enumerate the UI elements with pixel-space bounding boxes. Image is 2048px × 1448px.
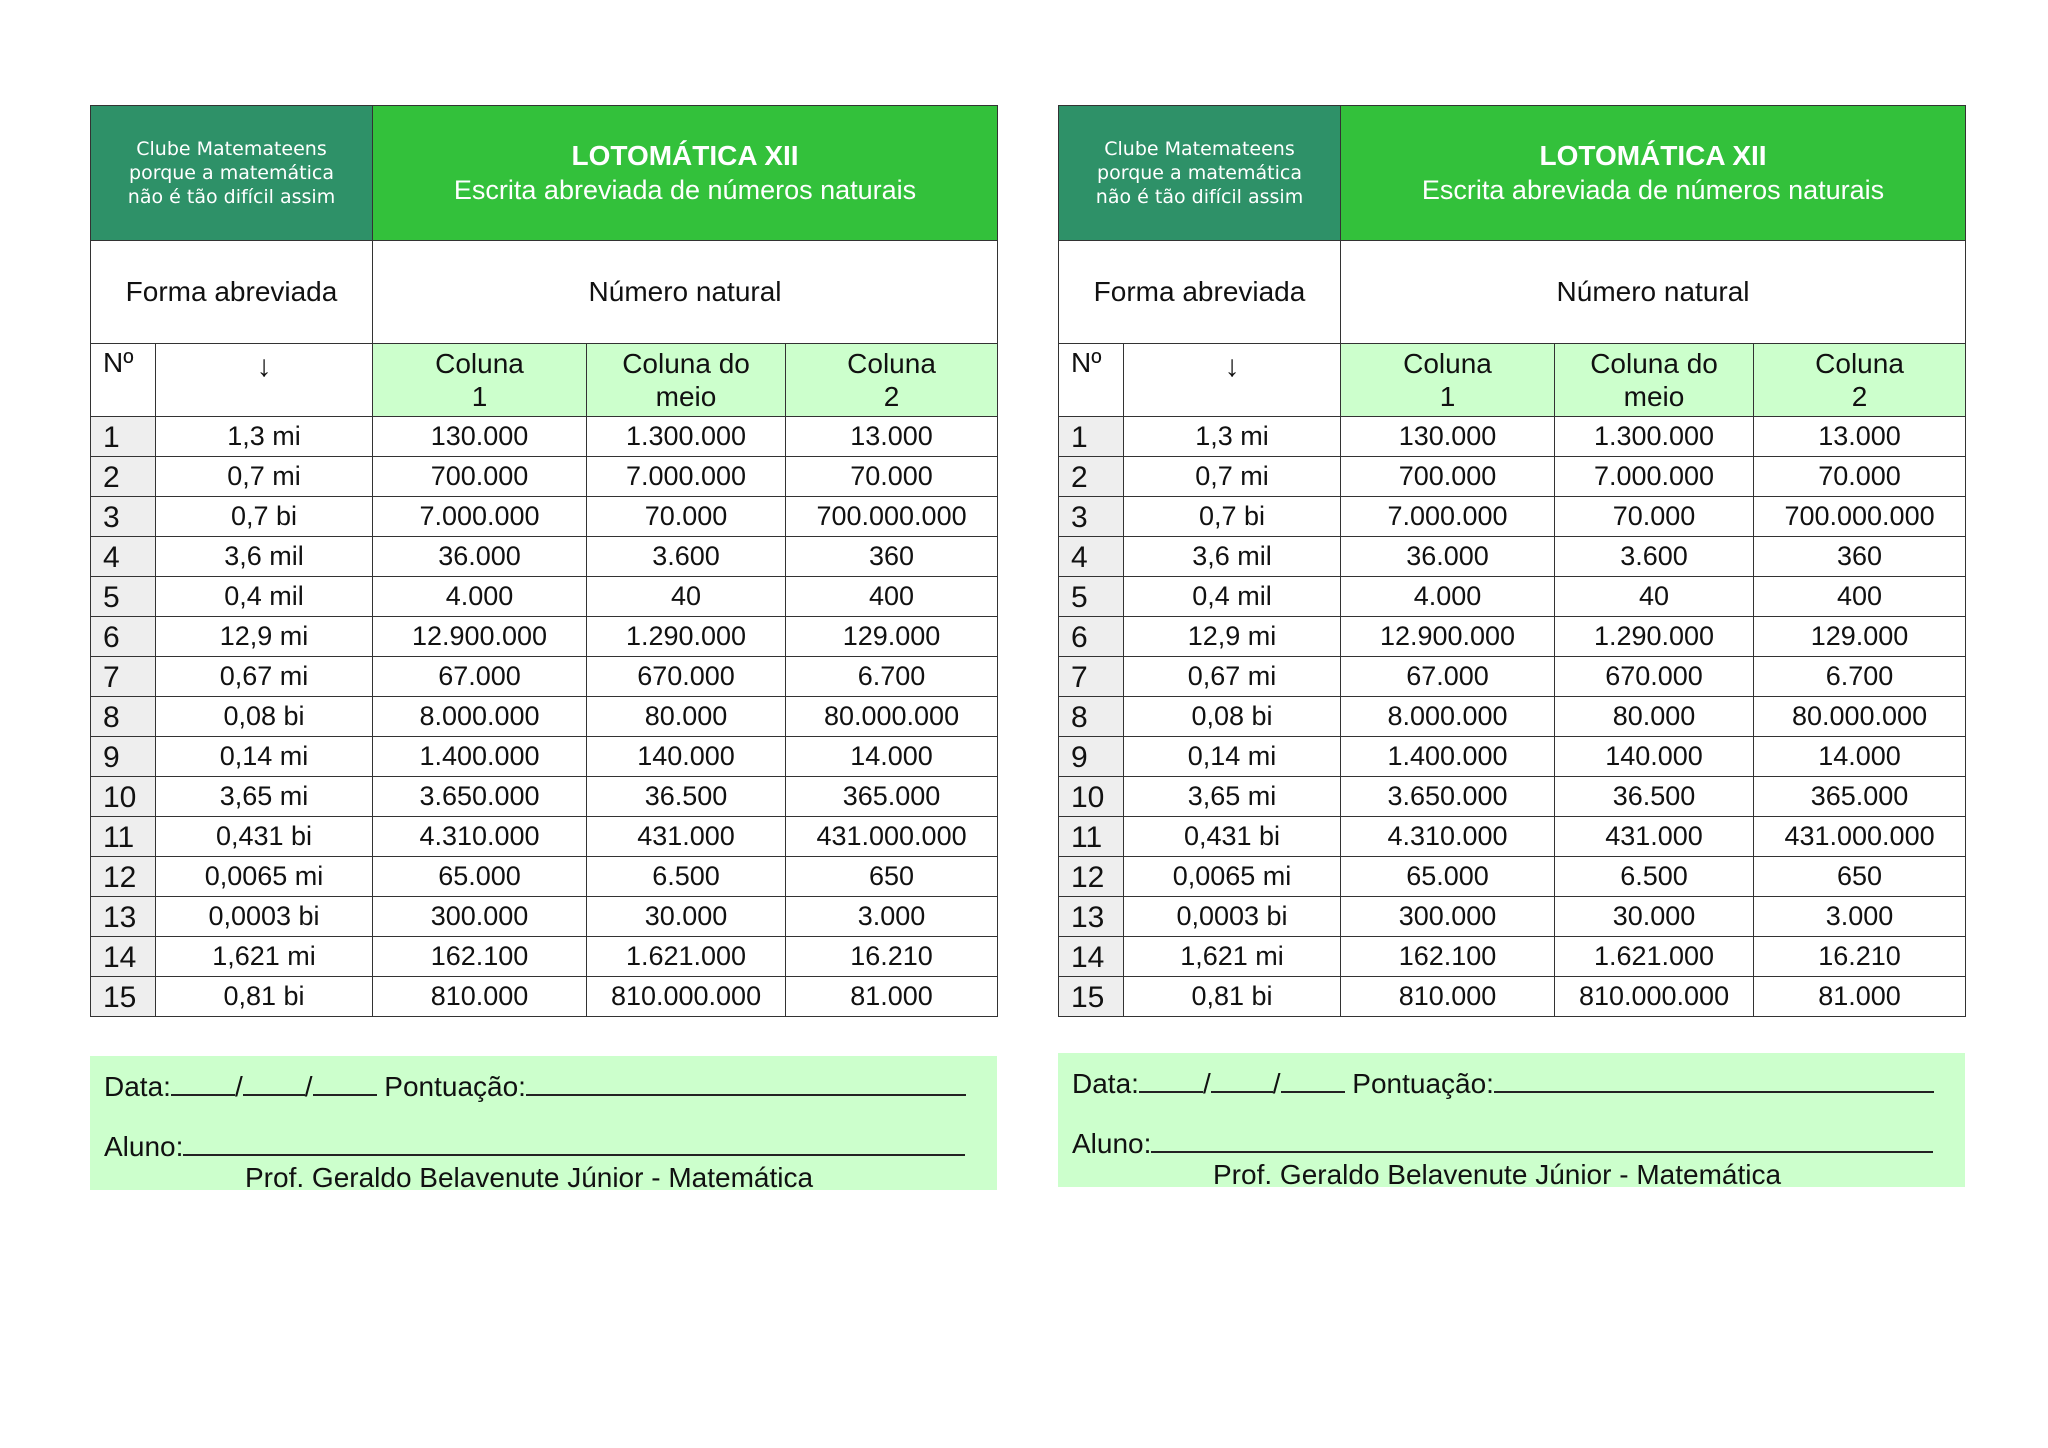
title: LOTOMÁTICA XII bbox=[1539, 140, 1767, 171]
row-number: 7 bbox=[1059, 657, 1124, 697]
row-number: 11 bbox=[1059, 817, 1124, 857]
table-row bbox=[1059, 977, 1966, 1017]
coluna-meio-cell[interactable]: 36.500 bbox=[1555, 777, 1754, 817]
date-slash: / bbox=[304, 1071, 313, 1102]
table-row bbox=[1059, 577, 1966, 617]
coluna-meio-cell[interactable]: 30.000 bbox=[587, 897, 786, 937]
coluna-1-label: Coluna bbox=[435, 348, 524, 379]
coluna-meio-cell[interactable]: 80.000 bbox=[1555, 697, 1754, 737]
row-number: 6 bbox=[91, 617, 156, 657]
row-number: 1 bbox=[1059, 417, 1124, 457]
forma-abreviada-cell: 0,4 mil bbox=[156, 577, 373, 617]
coluna-1-cell[interactable]: 1.400.000 bbox=[1341, 737, 1555, 777]
coluna-meio-cell[interactable]: 810.000.000 bbox=[587, 977, 786, 1017]
aluno-blank[interactable] bbox=[1151, 1123, 1933, 1153]
coluna-2-number: 2 bbox=[1851, 381, 1868, 412]
coluna-2-cell[interactable]: 13.000 bbox=[786, 417, 998, 457]
coluna-1-cell[interactable]: 65.000 bbox=[1341, 857, 1555, 897]
forma-abreviada-cell: 0,4 mil bbox=[1124, 577, 1341, 617]
aluno-line bbox=[1072, 1123, 1933, 1160]
coluna-1-cell[interactable]: 67.000 bbox=[1341, 657, 1555, 697]
club-line-1: Clube Matemateens bbox=[136, 138, 327, 160]
table-row bbox=[1059, 497, 1966, 537]
table-row bbox=[1059, 737, 1966, 777]
arrow-down-icon: ↓ bbox=[1124, 344, 1341, 417]
coluna-2-cell[interactable]: 13.000 bbox=[1754, 417, 1966, 457]
coluna-1-header bbox=[1341, 344, 1555, 417]
data-pontuacao-line bbox=[104, 1066, 966, 1103]
coluna-1-cell[interactable]: 4.000 bbox=[373, 577, 587, 617]
row-number: 4 bbox=[91, 537, 156, 577]
data-pontuacao-line bbox=[1072, 1063, 1934, 1100]
coluna-1-number: 1 bbox=[1439, 381, 1456, 412]
coluna-2-header bbox=[786, 344, 998, 417]
number-header: Nº bbox=[91, 344, 156, 417]
coluna-meio-cell[interactable]: 3.600 bbox=[587, 537, 786, 577]
table-row bbox=[1059, 777, 1966, 817]
forma-abreviada-cell: 0,7 bi bbox=[1124, 497, 1341, 537]
row-number: 3 bbox=[91, 497, 156, 537]
coluna-2-cell[interactable]: 360 bbox=[1754, 537, 1966, 577]
coluna-2-cell[interactable]: 400 bbox=[786, 577, 998, 617]
forma-abreviada-cell: 0,7 mi bbox=[156, 457, 373, 497]
row-number: 8 bbox=[91, 697, 156, 737]
row-number: 10 bbox=[1059, 777, 1124, 817]
coluna-meio-cell[interactable]: 431.000 bbox=[1555, 817, 1754, 857]
row-number: 6 bbox=[1059, 617, 1124, 657]
table-row bbox=[91, 937, 998, 977]
coluna-2-cell[interactable]: 650 bbox=[786, 857, 998, 897]
coluna-2-cell[interactable]: 431.000.000 bbox=[1754, 817, 1966, 857]
club-line-1: Clube Matemateens bbox=[1104, 138, 1295, 160]
table-row bbox=[1059, 457, 1966, 497]
coluna-meio-cell[interactable]: 40 bbox=[587, 577, 786, 617]
table-row bbox=[91, 977, 998, 1017]
coluna-1-cell[interactable]: 36.000 bbox=[373, 537, 587, 577]
row-number: 15 bbox=[1059, 977, 1124, 1017]
day-blank[interactable] bbox=[1139, 1063, 1203, 1093]
aluno-label: Aluno: bbox=[1072, 1128, 1152, 1159]
arrow-down-icon: ↓ bbox=[156, 344, 373, 417]
card-left bbox=[90, 105, 997, 1017]
row-number: 13 bbox=[91, 897, 156, 937]
row-number: 13 bbox=[1059, 897, 1124, 937]
forma-abreviada-cell: 12,9 mi bbox=[156, 617, 373, 657]
numero-natural-header: Número natural bbox=[1341, 241, 1966, 344]
row-number: 3 bbox=[1059, 497, 1124, 537]
professor-credit: Prof. Geraldo Belavenute Júnior - Matemática bbox=[245, 1162, 814, 1193]
coluna-meio-cell[interactable]: 70.000 bbox=[1555, 497, 1754, 537]
forma-abreviada-cell: 3,6 mil bbox=[1124, 537, 1341, 577]
forma-abreviada-cell: 12,9 mi bbox=[1124, 617, 1341, 657]
aluno-blank[interactable] bbox=[183, 1126, 965, 1156]
month-blank[interactable] bbox=[243, 1066, 305, 1096]
table-row bbox=[1059, 817, 1966, 857]
coluna-meio-label: Coluna do bbox=[1590, 348, 1718, 379]
coluna-meio-cell[interactable]: 6.500 bbox=[1555, 857, 1754, 897]
coluna-meio-cell[interactable]: 670.000 bbox=[587, 657, 786, 697]
month-blank[interactable] bbox=[1211, 1063, 1273, 1093]
date-slash: / bbox=[234, 1071, 243, 1102]
coluna-meio-cell[interactable]: 810.000.000 bbox=[1555, 977, 1754, 1017]
coluna-2-cell[interactable]: 129.000 bbox=[786, 617, 998, 657]
forma-abreviada-cell: 0,81 bi bbox=[1124, 977, 1341, 1017]
table-row bbox=[1059, 537, 1966, 577]
club-header bbox=[1059, 106, 1341, 241]
card-right bbox=[1058, 105, 1965, 1017]
row-number: 9 bbox=[1059, 737, 1124, 777]
forma-abreviada-cell: 0,81 bi bbox=[156, 977, 373, 1017]
coluna-1-cell[interactable]: 3.650.000 bbox=[373, 777, 587, 817]
forma-abreviada-cell: 0,14 mi bbox=[156, 737, 373, 777]
coluna-1-cell[interactable]: 300.000 bbox=[373, 897, 587, 937]
coluna-1-cell[interactable]: 300.000 bbox=[1341, 897, 1555, 937]
row-number: 12 bbox=[1059, 857, 1124, 897]
coluna-meio-cell[interactable]: 140.000 bbox=[587, 737, 786, 777]
data-label: Data: bbox=[1072, 1068, 1139, 1099]
coluna-meio-cell[interactable]: 7.000.000 bbox=[587, 457, 786, 497]
table-row bbox=[91, 617, 998, 657]
coluna-meio-cell[interactable]: 1.621.000 bbox=[1555, 937, 1754, 977]
coluna-2-cell[interactable]: 80.000.000 bbox=[1754, 697, 1966, 737]
forma-abreviada-cell: 0,0003 bi bbox=[156, 897, 373, 937]
coluna-meio-cell[interactable]: 80.000 bbox=[587, 697, 786, 737]
coluna-1-label: Coluna bbox=[1403, 348, 1492, 379]
forma-abreviada-cell: 1,621 mi bbox=[1124, 937, 1341, 977]
table-row bbox=[1059, 857, 1966, 897]
table-row bbox=[1059, 617, 1966, 657]
coluna-meio-cell[interactable]: 30.000 bbox=[1555, 897, 1754, 937]
row-number: 15 bbox=[91, 977, 156, 1017]
coluna-2-label: Coluna bbox=[847, 348, 936, 379]
day-blank[interactable] bbox=[171, 1066, 235, 1096]
forma-abreviada-cell: 3,65 mi bbox=[156, 777, 373, 817]
number-header: Nº bbox=[1059, 344, 1124, 417]
coluna-2-cell[interactable]: 14.000 bbox=[786, 737, 998, 777]
coluna-2-header bbox=[1754, 344, 1966, 417]
forma-abreviada-cell: 0,431 bi bbox=[1124, 817, 1341, 857]
row-number: 9 bbox=[91, 737, 156, 777]
row-number: 11 bbox=[91, 817, 156, 857]
lotomatica-table bbox=[90, 105, 998, 1017]
coluna-1-number: 1 bbox=[471, 381, 488, 412]
coluna-1-cell[interactable]: 1.400.000 bbox=[373, 737, 587, 777]
forma-abreviada-cell: 0,08 bi bbox=[156, 697, 373, 737]
table-row bbox=[91, 697, 998, 737]
row-number: 5 bbox=[1059, 577, 1124, 617]
numero-natural-header: Número natural bbox=[373, 241, 998, 344]
coluna-meio-header bbox=[587, 344, 786, 417]
forma-abreviada-header: Forma abreviada bbox=[1059, 241, 1341, 344]
title: LOTOMÁTICA XII bbox=[571, 140, 799, 171]
coluna-1-cell[interactable]: 36.000 bbox=[1341, 537, 1555, 577]
table-row bbox=[1059, 417, 1966, 457]
coluna-2-cell[interactable]: 16.210 bbox=[1754, 937, 1966, 977]
row-number: 12 bbox=[91, 857, 156, 897]
coluna-meio-word: meio bbox=[1623, 381, 1685, 412]
aluno-line bbox=[104, 1126, 965, 1163]
forma-abreviada-cell: 1,3 mi bbox=[1124, 417, 1341, 457]
title-header bbox=[373, 106, 998, 241]
coluna-1-cell[interactable]: 8.000.000 bbox=[1341, 697, 1555, 737]
table-row bbox=[91, 897, 998, 937]
row-number: 1 bbox=[91, 417, 156, 457]
coluna-meio-cell[interactable]: 1.290.000 bbox=[587, 617, 786, 657]
coluna-meio-cell[interactable]: 1.300.000 bbox=[1555, 417, 1754, 457]
forma-abreviada-cell: 0,7 mi bbox=[1124, 457, 1341, 497]
table-row bbox=[1059, 697, 1966, 737]
coluna-1-cell[interactable]: 810.000 bbox=[1341, 977, 1555, 1017]
year-blank[interactable] bbox=[1281, 1063, 1345, 1093]
coluna-2-cell[interactable]: 431.000.000 bbox=[786, 817, 998, 857]
forma-abreviada-cell: 1,3 mi bbox=[156, 417, 373, 457]
club-line-3: não é tão difícil assim bbox=[127, 186, 336, 208]
forma-abreviada-cell: 0,14 mi bbox=[1124, 737, 1341, 777]
coluna-2-cell[interactable]: 700.000.000 bbox=[786, 497, 998, 537]
coluna-1-header bbox=[373, 344, 587, 417]
coluna-1-cell[interactable]: 65.000 bbox=[373, 857, 587, 897]
forma-abreviada-cell: 1,621 mi bbox=[156, 937, 373, 977]
coluna-2-label: Coluna bbox=[1815, 348, 1904, 379]
coluna-2-cell[interactable]: 80.000.000 bbox=[786, 697, 998, 737]
coluna-2-cell[interactable]: 129.000 bbox=[1754, 617, 1966, 657]
coluna-meio-cell[interactable]: 1.300.000 bbox=[587, 417, 786, 457]
coluna-1-cell[interactable]: 12.900.000 bbox=[373, 617, 587, 657]
coluna-1-cell[interactable]: 3.650.000 bbox=[1341, 777, 1555, 817]
row-number: 10 bbox=[91, 777, 156, 817]
row-number: 7 bbox=[91, 657, 156, 697]
table-row bbox=[91, 777, 998, 817]
coluna-1-cell[interactable]: 7.000.000 bbox=[1341, 497, 1555, 537]
coluna-meio-cell[interactable]: 1.621.000 bbox=[587, 937, 786, 977]
coluna-1-cell[interactable]: 130.000 bbox=[1341, 417, 1555, 457]
subtitle: Escrita abreviada de números naturais bbox=[453, 175, 917, 205]
subtitle: Escrita abreviada de números naturais bbox=[1421, 175, 1885, 205]
pontuacao-label: Pontuação: bbox=[384, 1071, 526, 1102]
footer-left bbox=[90, 1056, 997, 1193]
forma-abreviada-cell: 0,0065 mi bbox=[156, 857, 373, 897]
table-row bbox=[91, 537, 998, 577]
coluna-meio-word: meio bbox=[655, 381, 717, 412]
table-row bbox=[91, 497, 998, 537]
coluna-2-cell[interactable]: 81.000 bbox=[786, 977, 998, 1017]
coluna-meio-cell[interactable]: 40 bbox=[1555, 577, 1754, 617]
coluna-2-cell[interactable]: 14.000 bbox=[1754, 737, 1966, 777]
coluna-1-cell[interactable]: 810.000 bbox=[373, 977, 587, 1017]
row-number: 2 bbox=[91, 457, 156, 497]
coluna-2-cell[interactable]: 365.000 bbox=[1754, 777, 1966, 817]
coluna-2-cell[interactable]: 70.000 bbox=[1754, 457, 1966, 497]
coluna-2-cell[interactable]: 70.000 bbox=[786, 457, 998, 497]
table-row bbox=[91, 417, 998, 457]
coluna-1-cell[interactable]: 4.000 bbox=[1341, 577, 1555, 617]
coluna-meio-label: Coluna do bbox=[622, 348, 750, 379]
coluna-2-cell[interactable]: 81.000 bbox=[1754, 977, 1966, 1017]
coluna-1-cell[interactable]: 130.000 bbox=[373, 417, 587, 457]
row-number: 2 bbox=[1059, 457, 1124, 497]
forma-abreviada-cell: 0,0003 bi bbox=[1124, 897, 1341, 937]
coluna-2-number: 2 bbox=[883, 381, 900, 412]
data-label: Data: bbox=[104, 1071, 171, 1102]
row-number: 14 bbox=[1059, 937, 1124, 977]
coluna-meio-cell[interactable]: 6.500 bbox=[587, 857, 786, 897]
row-number: 14 bbox=[91, 937, 156, 977]
coluna-2-cell[interactable]: 6.700 bbox=[1754, 657, 1966, 697]
table-row bbox=[91, 657, 998, 697]
table-row bbox=[1059, 897, 1966, 937]
coluna-1-cell[interactable]: 700.000 bbox=[373, 457, 587, 497]
pontuacao-blank[interactable] bbox=[526, 1066, 966, 1096]
row-number: 8 bbox=[1059, 697, 1124, 737]
coluna-2-cell[interactable]: 650 bbox=[1754, 857, 1966, 897]
coluna-1-cell[interactable]: 700.000 bbox=[1341, 457, 1555, 497]
coluna-2-cell[interactable]: 365.000 bbox=[786, 777, 998, 817]
coluna-meio-cell[interactable]: 7.000.000 bbox=[1555, 457, 1754, 497]
pontuacao-label: Pontuação: bbox=[1352, 1068, 1494, 1099]
forma-abreviada-header: Forma abreviada bbox=[91, 241, 373, 344]
coluna-1-cell[interactable]: 162.100 bbox=[1341, 937, 1555, 977]
coluna-1-cell[interactable]: 4.310.000 bbox=[1341, 817, 1555, 857]
date-slash: / bbox=[1202, 1068, 1211, 1099]
coluna-meio-header bbox=[1555, 344, 1754, 417]
row-number: 5 bbox=[91, 577, 156, 617]
aluno-label: Aluno: bbox=[104, 1131, 184, 1162]
coluna-1-cell[interactable]: 4.310.000 bbox=[373, 817, 587, 857]
club-line-2: porque a matemática bbox=[1097, 162, 1302, 184]
forma-abreviada-cell: 3,65 mi bbox=[1124, 777, 1341, 817]
coluna-1-cell[interactable]: 162.100 bbox=[373, 937, 587, 977]
forma-abreviada-cell: 0,431 bi bbox=[156, 817, 373, 857]
coluna-meio-cell[interactable]: 140.000 bbox=[1555, 737, 1754, 777]
coluna-meio-cell[interactable]: 3.600 bbox=[1555, 537, 1754, 577]
table-row bbox=[91, 817, 998, 857]
coluna-meio-cell[interactable]: 431.000 bbox=[587, 817, 786, 857]
row-number: 4 bbox=[1059, 537, 1124, 577]
club-line-2: porque a matemática bbox=[129, 162, 334, 184]
forma-abreviada-cell: 0,7 bi bbox=[156, 497, 373, 537]
coluna-meio-cell[interactable]: 70.000 bbox=[587, 497, 786, 537]
coluna-2-cell[interactable]: 360 bbox=[786, 537, 998, 577]
forma-abreviada-cell: 3,6 mil bbox=[156, 537, 373, 577]
footer-right bbox=[1058, 1053, 1965, 1190]
coluna-2-cell[interactable]: 16.210 bbox=[786, 937, 998, 977]
lotomatica-table bbox=[1058, 105, 1966, 1017]
club-line-3: não é tão difícil assim bbox=[1095, 186, 1304, 208]
forma-abreviada-cell: 0,08 bi bbox=[1124, 697, 1341, 737]
coluna-1-cell[interactable]: 8.000.000 bbox=[373, 697, 587, 737]
coluna-meio-cell[interactable]: 1.290.000 bbox=[1555, 617, 1754, 657]
coluna-2-cell[interactable]: 6.700 bbox=[786, 657, 998, 697]
coluna-meio-cell[interactable]: 670.000 bbox=[1555, 657, 1754, 697]
coluna-2-cell[interactable]: 3.000 bbox=[786, 897, 998, 937]
coluna-1-cell[interactable]: 12.900.000 bbox=[1341, 617, 1555, 657]
professor-credit: Prof. Geraldo Belavenute Júnior - Matemática bbox=[1213, 1159, 1782, 1190]
date-slash: / bbox=[1272, 1068, 1281, 1099]
table-row bbox=[91, 737, 998, 777]
coluna-2-cell[interactable]: 400 bbox=[1754, 577, 1966, 617]
title-header bbox=[1341, 106, 1966, 241]
table-row bbox=[91, 457, 998, 497]
club-header bbox=[91, 106, 373, 241]
coluna-2-cell[interactable]: 700.000.000 bbox=[1754, 497, 1966, 537]
table-row bbox=[1059, 657, 1966, 697]
table-row bbox=[91, 857, 998, 897]
pontuacao-blank[interactable] bbox=[1494, 1063, 1934, 1093]
coluna-meio-cell[interactable]: 36.500 bbox=[587, 777, 786, 817]
forma-abreviada-cell: 0,0065 mi bbox=[1124, 857, 1341, 897]
coluna-1-cell[interactable]: 7.000.000 bbox=[373, 497, 587, 537]
forma-abreviada-cell: 0,67 mi bbox=[156, 657, 373, 697]
table-row bbox=[91, 577, 998, 617]
coluna-1-cell[interactable]: 67.000 bbox=[373, 657, 587, 697]
table-row bbox=[1059, 937, 1966, 977]
coluna-2-cell[interactable]: 3.000 bbox=[1754, 897, 1966, 937]
year-blank[interactable] bbox=[313, 1066, 377, 1096]
forma-abreviada-cell: 0,67 mi bbox=[1124, 657, 1341, 697]
